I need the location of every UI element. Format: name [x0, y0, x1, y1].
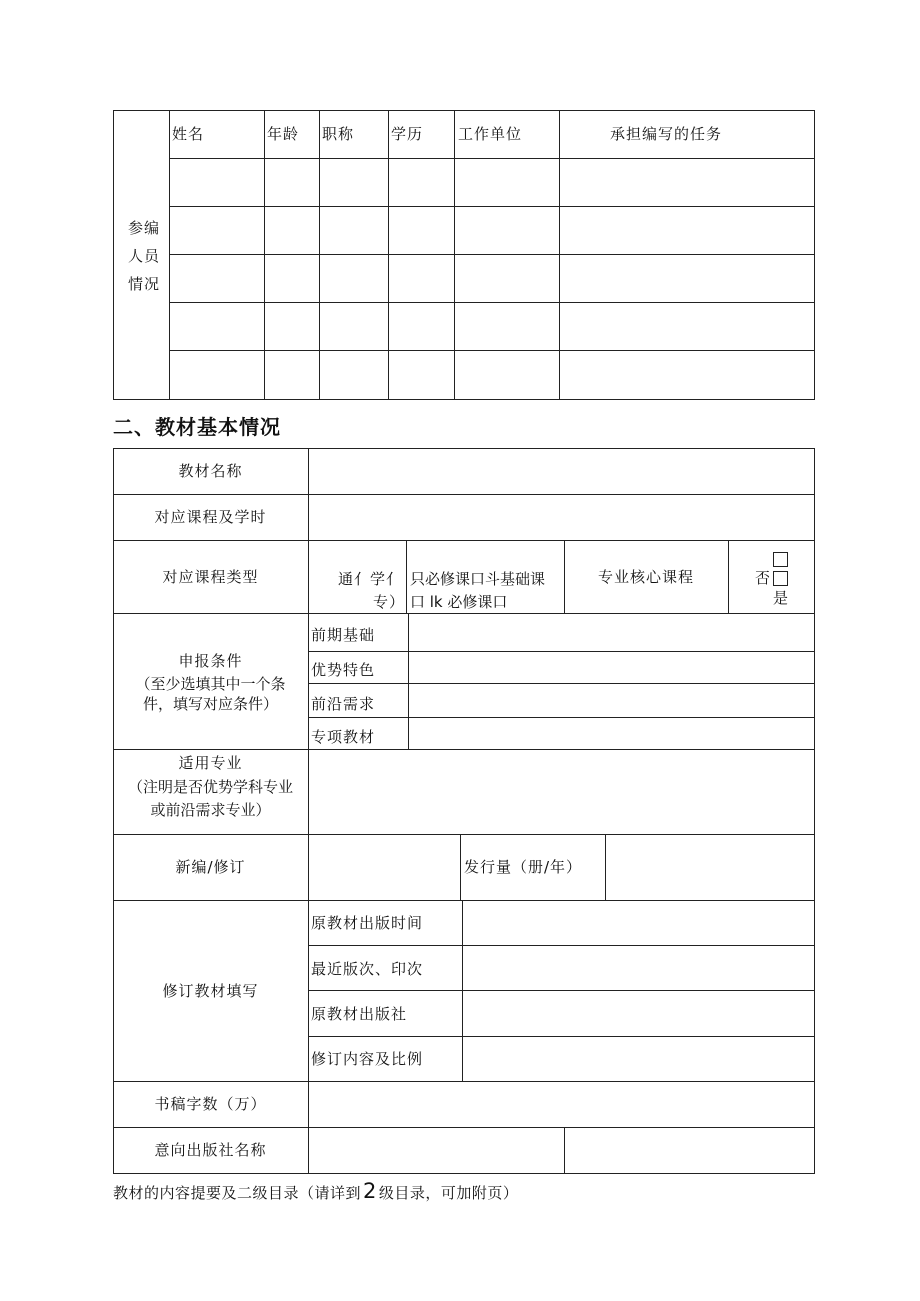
section-title: 二、教材基本情况 — [113, 415, 281, 439]
major-title: 适用专业 — [178, 754, 243, 772]
major-note-1: （注明是否优势学科专业 — [127, 778, 293, 796]
header-education: 学历 — [391, 125, 424, 143]
course-type-basic-1: 只必修课口斗基础课 — [410, 570, 546, 588]
course-type-label: 对应课程类型 — [162, 568, 259, 586]
header-workplace: 工作单位 — [458, 125, 523, 143]
revise-item: 原教材出版社 — [311, 1005, 408, 1023]
footer-text-before: 教材的内容提要及二级目录（请详到 — [113, 1184, 362, 1202]
course-type-general-2: 专） — [373, 593, 406, 611]
new-revise-label: 新编/修订 — [175, 858, 246, 876]
revise-fill-title: 修订教材填写 — [162, 982, 259, 1000]
no-checkbox[interactable] — [773, 549, 788, 568]
header-age: 年龄 — [267, 125, 300, 143]
course-hours-label: 对应课程及学时 — [154, 508, 267, 526]
revise-item: 修订内容及比例 — [311, 1050, 424, 1068]
side-label-3: 情况 — [128, 275, 161, 293]
circulation-label: 发行量（册/年） — [464, 858, 583, 876]
major-note-2: 或前沿需求专业） — [150, 801, 271, 819]
footer-note — [113, 1180, 518, 1204]
condition-item: 前期基础 — [311, 626, 376, 644]
yes-checkbox[interactable] — [773, 568, 788, 587]
textbook-name-label: 教材名称 — [178, 462, 243, 480]
side-label-1: 参编 — [128, 219, 161, 237]
conditions-note-2: 件，填写对应条件） — [142, 695, 278, 713]
condition-item: 前沿需求 — [311, 695, 376, 713]
condition-item: 专项教材 — [311, 728, 376, 746]
revise-item: 最近版次、印次 — [311, 960, 424, 978]
core-course-label: 专业核心课程 — [597, 568, 694, 586]
footer-number: 2 — [363, 1179, 377, 1203]
footer-text-after: 级目录，可加附页） — [378, 1184, 519, 1202]
yes-label: 是 — [773, 589, 790, 607]
no-label: 否 — [755, 569, 772, 587]
conditions-note-1: （至少选填其中一个条 — [135, 675, 286, 693]
course-type-basic-2: 口 lk 必修课口 — [410, 593, 508, 611]
publisher-label: 意向出版社名称 — [154, 1141, 267, 1159]
word-count-label: 书稿字数（万） — [154, 1095, 267, 1113]
condition-item: 优势特色 — [311, 661, 376, 679]
conditions-title: 申报条件 — [178, 652, 243, 670]
header-name: 姓名 — [172, 125, 205, 143]
side-label-2: 人员 — [128, 247, 161, 265]
course-type-general-1: 通亻学亻 — [338, 570, 403, 588]
revise-item: 原教材出版时间 — [311, 914, 424, 932]
header-title: 职称 — [322, 125, 355, 143]
header-task: 承担编写的任务 — [610, 125, 723, 143]
